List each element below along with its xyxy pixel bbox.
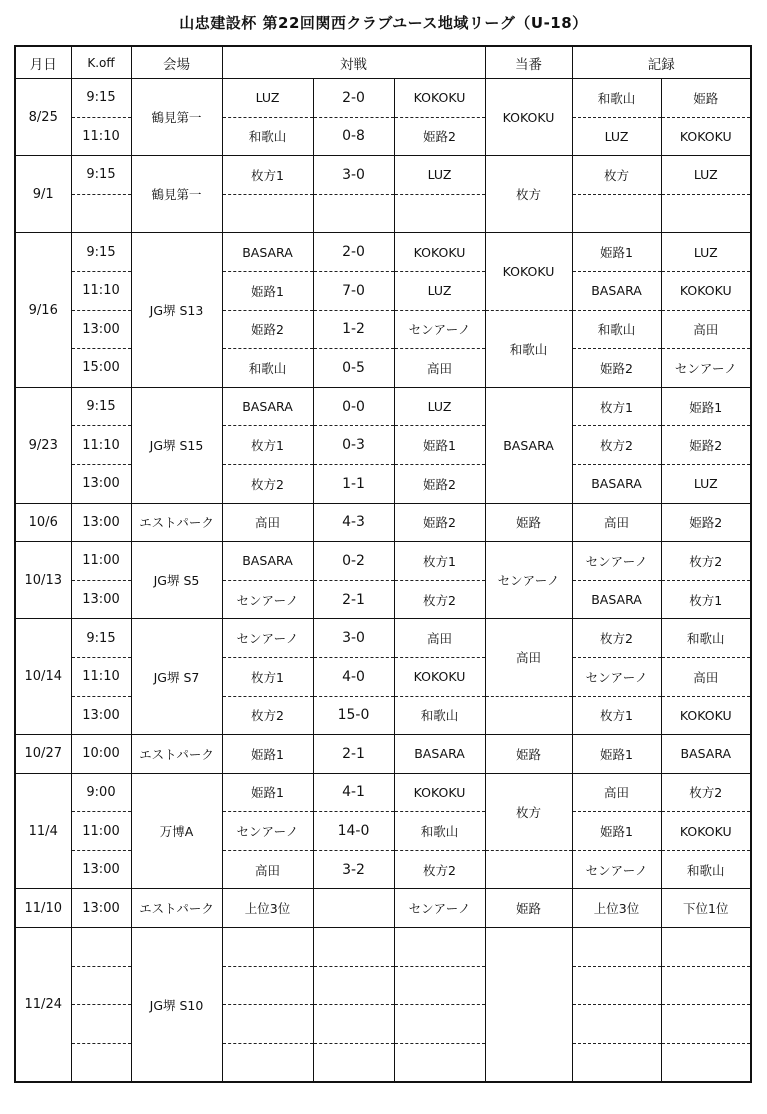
record-cell-1: BASARA: [572, 580, 661, 619]
table-row: [15, 464, 751, 503]
duty-cell: 枚方: [485, 773, 572, 850]
table-row: [15, 735, 751, 774]
record-cell-1: 枚方1: [572, 696, 661, 735]
home-team-cell: 枚方2: [222, 696, 313, 735]
record-cell-1: 和歌山: [572, 310, 661, 349]
record-cell-2: 和歌山: [661, 619, 751, 658]
home-team-cell: [222, 1043, 313, 1082]
score-cell: 4-1: [313, 773, 394, 812]
away-team-cell: KOKOKU: [394, 79, 485, 118]
home-team-cell: 枚方1: [222, 657, 313, 696]
away-team-cell: KOKOKU: [394, 773, 485, 812]
kickoff-cell: 13:00: [71, 310, 131, 349]
date-cell: 10/13: [15, 542, 71, 619]
table-row: [15, 1005, 751, 1044]
home-team-cell: [222, 928, 313, 967]
table-row: [15, 117, 751, 156]
table-row: [15, 503, 751, 542]
record-cell-1: 和歌山: [572, 79, 661, 118]
duty-cell: 高田: [485, 619, 572, 696]
record-cell-1: 枚方: [572, 156, 661, 195]
home-team-cell: 姫路1: [222, 271, 313, 310]
score-cell: 2-1: [313, 735, 394, 774]
record-cell-2: 高田: [661, 657, 751, 696]
score-cell: [313, 889, 394, 928]
table-row: [15, 850, 751, 889]
record-cell-1: 姫路2: [572, 349, 661, 388]
score-cell: 2-0: [313, 233, 394, 272]
away-team-cell: LUZ: [394, 387, 485, 426]
record-cell-2: [661, 966, 751, 1005]
table-row: [15, 156, 751, 195]
kickoff-cell: 11:10: [71, 426, 131, 465]
score-cell: 1-1: [313, 464, 394, 503]
home-team-cell: 高田: [222, 503, 313, 542]
home-team-cell: [222, 194, 313, 233]
header-duty: 当番: [485, 46, 572, 79]
kickoff-cell: 11:10: [71, 117, 131, 156]
record-cell-2: [661, 1005, 751, 1044]
record-cell-2: 姫路1: [661, 387, 751, 426]
table-row: [15, 542, 751, 581]
record-cell-2: BASARA: [661, 735, 751, 774]
record-cell-2: 高田: [661, 310, 751, 349]
record-cell-1: センアーノ: [572, 542, 661, 581]
away-team-cell: LUZ: [394, 271, 485, 310]
table-row: [15, 966, 751, 1005]
date-cell: 8/25: [15, 79, 71, 156]
kickoff-cell: 9:15: [71, 79, 131, 118]
score-cell: 0-8: [313, 117, 394, 156]
venue-cell: 鶴見第一: [131, 79, 222, 156]
score-cell: 4-0: [313, 657, 394, 696]
header-row: [15, 46, 751, 79]
record-cell-2: KOKOKU: [661, 812, 751, 851]
record-cell-1: [572, 966, 661, 1005]
score-cell: [313, 1043, 394, 1082]
record-cell-1: 姫路1: [572, 233, 661, 272]
score-cell: 3-0: [313, 619, 394, 658]
record-cell-2: 枚方1: [661, 580, 751, 619]
away-team-cell: 高田: [394, 619, 485, 658]
record-cell-1: 高田: [572, 503, 661, 542]
kickoff-cell: 10:00: [71, 735, 131, 774]
kickoff-cell: 13:00: [71, 850, 131, 889]
date-cell: 11/4: [15, 773, 71, 889]
kickoff-cell: [71, 928, 131, 967]
home-team-cell: センアーノ: [222, 812, 313, 851]
score-cell: 4-3: [313, 503, 394, 542]
kickoff-cell: 11:10: [71, 657, 131, 696]
record-cell-1: センアーノ: [572, 657, 661, 696]
kickoff-cell: 13:00: [71, 464, 131, 503]
record-cell-2: LUZ: [661, 464, 751, 503]
kickoff-cell: [71, 966, 131, 1005]
record-cell-2: 姫路: [661, 79, 751, 118]
date-cell: 11/24: [15, 928, 71, 1083]
away-team-cell: 高田: [394, 349, 485, 388]
table-row: [15, 79, 751, 118]
kickoff-cell: 11:00: [71, 542, 131, 581]
header-match: 対戦: [222, 46, 485, 79]
record-cell-1: 枚方1: [572, 387, 661, 426]
venue-cell: JG堺 S7: [131, 619, 222, 735]
score-cell: [313, 966, 394, 1005]
duty-cell: [485, 850, 572, 889]
record-cell-2: 和歌山: [661, 850, 751, 889]
home-team-cell: [222, 966, 313, 1005]
table-row: [15, 619, 751, 658]
score-cell: 15-0: [313, 696, 394, 735]
home-team-cell: センアーノ: [222, 580, 313, 619]
away-team-cell: LUZ: [394, 156, 485, 195]
date-cell: 9/23: [15, 387, 71, 503]
home-team-cell: [222, 1005, 313, 1044]
kickoff-cell: [71, 1005, 131, 1044]
kickoff-cell: 9:15: [71, 619, 131, 658]
away-team-cell: [394, 928, 485, 967]
table-row: [15, 657, 751, 696]
away-team-cell: BASARA: [394, 735, 485, 774]
home-team-cell: BASARA: [222, 387, 313, 426]
home-team-cell: 上位3位: [222, 889, 313, 928]
header-record: 記録: [572, 46, 751, 79]
score-cell: 0-2: [313, 542, 394, 581]
away-team-cell: [394, 1005, 485, 1044]
away-team-cell: 姫路1: [394, 426, 485, 465]
date-cell: 10/27: [15, 735, 71, 774]
kickoff-cell: 13:00: [71, 696, 131, 735]
schedule-table: [14, 45, 752, 1083]
kickoff-cell: 15:00: [71, 349, 131, 388]
away-team-cell: 姫路2: [394, 464, 485, 503]
duty-cell: KOKOKU: [485, 233, 572, 310]
kickoff-cell: [71, 1043, 131, 1082]
record-cell-1: 枚方2: [572, 619, 661, 658]
venue-cell: JG堺 S15: [131, 387, 222, 503]
venue-cell: エストパーク: [131, 735, 222, 774]
table-row: [15, 387, 751, 426]
date-cell: 11/10: [15, 889, 71, 928]
score-cell: 2-1: [313, 580, 394, 619]
score-cell: 0-5: [313, 349, 394, 388]
kickoff-cell: 9:15: [71, 156, 131, 195]
home-team-cell: 姫路1: [222, 735, 313, 774]
away-team-cell: [394, 966, 485, 1005]
away-team-cell: 姫路2: [394, 117, 485, 156]
away-team-cell: センアーノ: [394, 889, 485, 928]
record-cell-2: センアーノ: [661, 349, 751, 388]
kickoff-cell: [71, 194, 131, 233]
home-team-cell: 姫路2: [222, 310, 313, 349]
table-row: [15, 812, 751, 851]
kickoff-cell: 9:15: [71, 387, 131, 426]
score-cell: 7-0: [313, 271, 394, 310]
record-cell-2: LUZ: [661, 156, 751, 195]
score-cell: 2-0: [313, 79, 394, 118]
table-row: [15, 233, 751, 272]
duty-cell: センアーノ: [485, 542, 572, 619]
duty-cell: 枚方: [485, 156, 572, 233]
home-team-cell: 姫路1: [222, 773, 313, 812]
away-team-cell: [394, 194, 485, 233]
record-cell-1: BASARA: [572, 464, 661, 503]
record-cell-1: [572, 194, 661, 233]
kickoff-cell: 11:00: [71, 812, 131, 851]
kickoff-cell: 13:00: [71, 580, 131, 619]
home-team-cell: 和歌山: [222, 349, 313, 388]
record-cell-2: [661, 194, 751, 233]
record-cell-2: 枚方2: [661, 542, 751, 581]
record-cell-1: 上位3位: [572, 889, 661, 928]
record-cell-2: LUZ: [661, 233, 751, 272]
table-row: [15, 271, 751, 310]
away-team-cell: 姫路2: [394, 503, 485, 542]
away-team-cell: 枚方1: [394, 542, 485, 581]
record-cell-1: 姫路1: [572, 812, 661, 851]
kickoff-cell: 11:10: [71, 271, 131, 310]
away-team-cell: 枚方2: [394, 580, 485, 619]
record-cell-1: 枚方2: [572, 426, 661, 465]
home-team-cell: LUZ: [222, 79, 313, 118]
score-cell: 3-2: [313, 850, 394, 889]
date-cell: 9/1: [15, 156, 71, 233]
schedule-body: [15, 79, 751, 1083]
record-cell-1: BASARA: [572, 271, 661, 310]
header-date: 月日: [15, 46, 71, 79]
date-cell: 10/14: [15, 619, 71, 735]
record-cell-2: [661, 1043, 751, 1082]
record-cell-1: LUZ: [572, 117, 661, 156]
table-row: [15, 928, 751, 967]
duty-cell: 姫路: [485, 889, 572, 928]
table-row: [15, 580, 751, 619]
record-cell-2: [661, 928, 751, 967]
score-cell: [313, 1005, 394, 1044]
away-team-cell: [394, 1043, 485, 1082]
record-cell-1: [572, 1043, 661, 1082]
record-cell-2: KOKOKU: [661, 117, 751, 156]
home-team-cell: BASARA: [222, 542, 313, 581]
score-cell: 1-2: [313, 310, 394, 349]
table-row: [15, 696, 751, 735]
home-team-cell: 枚方2: [222, 464, 313, 503]
record-cell-1: 姫路1: [572, 735, 661, 774]
record-cell-2: 下位1位: [661, 889, 751, 928]
score-cell: [313, 194, 394, 233]
table-row: [15, 773, 751, 812]
table-row: [15, 310, 751, 349]
record-cell-1: [572, 928, 661, 967]
date-cell: 9/16: [15, 233, 71, 387]
venue-cell: 鶴見第一: [131, 156, 222, 233]
venue-cell: JG堺 S5: [131, 542, 222, 619]
kickoff-cell: 13:00: [71, 503, 131, 542]
home-team-cell: 枚方1: [222, 426, 313, 465]
kickoff-cell: 9:15: [71, 233, 131, 272]
duty-cell: 姫路: [485, 503, 572, 542]
kickoff-cell: 13:00: [71, 889, 131, 928]
away-team-cell: 枚方2: [394, 850, 485, 889]
score-cell: 3-0: [313, 156, 394, 195]
header-koff: K.off: [71, 46, 131, 79]
venue-cell: 万博A: [131, 773, 222, 889]
home-team-cell: 高田: [222, 850, 313, 889]
home-team-cell: BASARA: [222, 233, 313, 272]
venue-cell: JG堺 S13: [131, 233, 222, 387]
duty-cell: 和歌山: [485, 310, 572, 387]
record-cell-1: [572, 1005, 661, 1044]
duty-cell: 姫路: [485, 735, 572, 774]
table-row: [15, 194, 751, 233]
table-row: [15, 1043, 751, 1082]
score-cell: 0-3: [313, 426, 394, 465]
record-cell-2: 姫路2: [661, 503, 751, 542]
score-cell: [313, 928, 394, 967]
table-row: [15, 426, 751, 465]
duty-cell: BASARA: [485, 387, 572, 503]
header-venue: 会場: [131, 46, 222, 79]
duty-cell: [485, 928, 572, 1083]
record-cell-2: 姫路2: [661, 426, 751, 465]
duty-cell: KOKOKU: [485, 79, 572, 156]
venue-cell: エストパーク: [131, 503, 222, 542]
date-cell: 10/6: [15, 503, 71, 542]
table-row: [15, 889, 751, 928]
venue-cell: エストパーク: [131, 889, 222, 928]
score-cell: 14-0: [313, 812, 394, 851]
away-team-cell: 和歌山: [394, 812, 485, 851]
page-title: 山忠建設杯 第22回関西クラブユース地域リーグ（U-18）: [179, 14, 588, 32]
record-cell-2: 枚方2: [661, 773, 751, 812]
table-row: [15, 349, 751, 388]
away-team-cell: センアーノ: [394, 310, 485, 349]
record-cell-2: KOKOKU: [661, 271, 751, 310]
away-team-cell: 和歌山: [394, 696, 485, 735]
duty-cell: [485, 696, 572, 735]
score-cell: 0-0: [313, 387, 394, 426]
home-team-cell: センアーノ: [222, 619, 313, 658]
record-cell-2: KOKOKU: [661, 696, 751, 735]
kickoff-cell: 9:00: [71, 773, 131, 812]
away-team-cell: KOKOKU: [394, 233, 485, 272]
away-team-cell: KOKOKU: [394, 657, 485, 696]
record-cell-1: 高田: [572, 773, 661, 812]
record-cell-1: センアーノ: [572, 850, 661, 889]
home-team-cell: 和歌山: [222, 117, 313, 156]
venue-cell: JG堺 S10: [131, 928, 222, 1083]
home-team-cell: 枚方1: [222, 156, 313, 195]
